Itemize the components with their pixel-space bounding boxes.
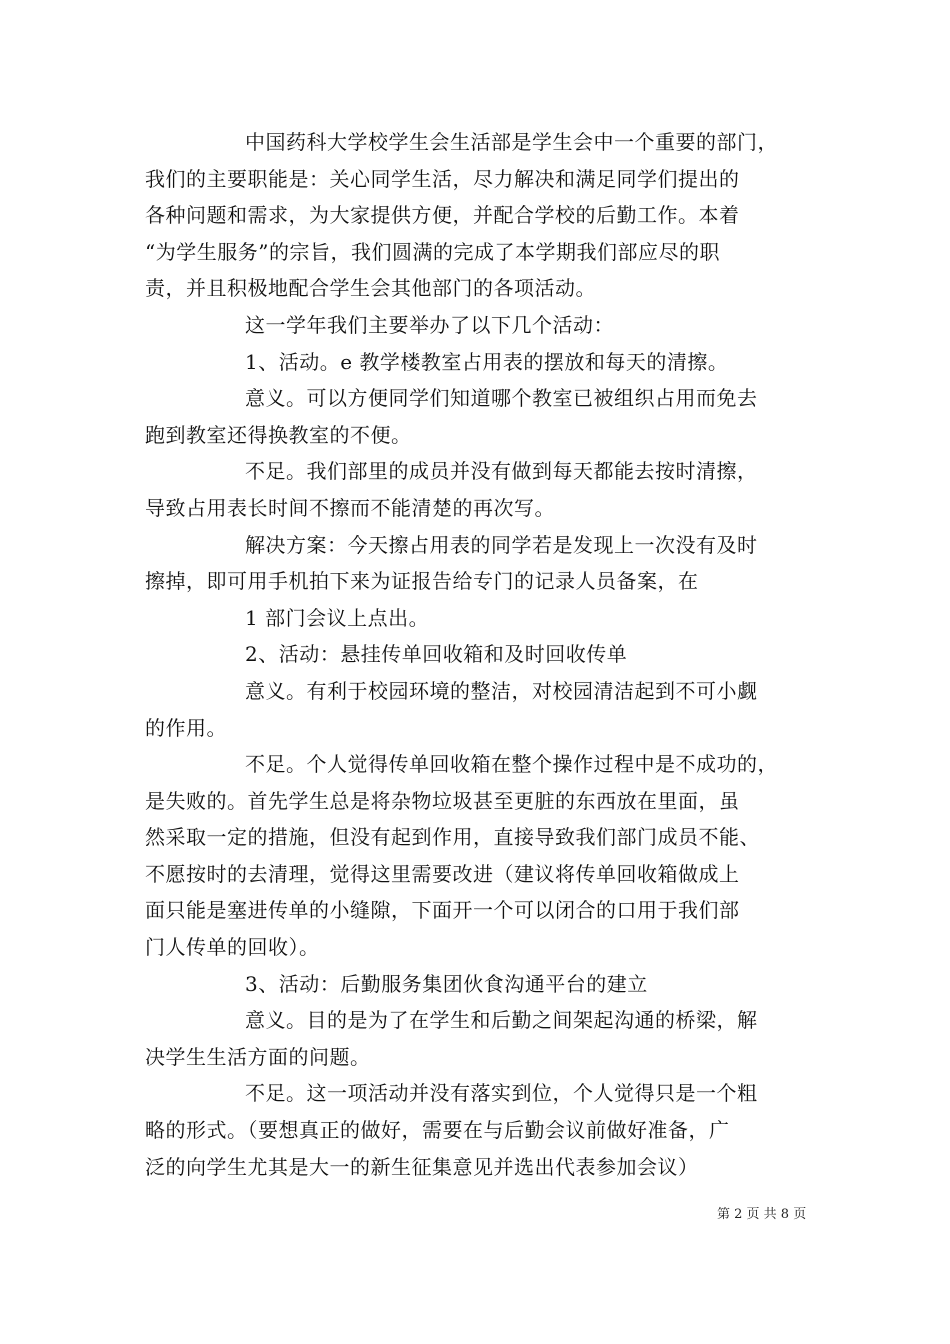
text-line: 决学生生活方面的问题。 [145, 1044, 371, 1069]
text-line: 的作用。 [145, 715, 227, 740]
page-number: 第 2 页 共 8 页 [717, 1207, 807, 1222]
text-line: 不愿按时的去清理，觉得这里需要改进（建议将传单回收箱做成上 [145, 861, 740, 886]
text-line: 导致占用表长时间不擦而不能清楚的再次写。 [145, 495, 555, 520]
text-line: 责，并且积极地配合学生会其他部门的各项活动。 [145, 276, 596, 301]
text-line: 2、活动：悬挂传单回收箱和及时回收传单 [245, 642, 628, 667]
text-line: 跑到教室还得换教室的不便。 [145, 422, 412, 447]
text-line: 1 部门会议上点出。 [245, 605, 430, 630]
text-line: 3、活动：后勤服务集团伙食沟通平台的建立 [245, 971, 648, 996]
text-line: 是失败的。首先学生总是将杂物垃圾甚至更脏的东西放在里面，虽 [145, 788, 740, 813]
text-line: 面只能是塞进传单的小缝隙，下面开一个可以闭合的口用于我们部 [145, 898, 740, 923]
text-line: 1、活动。e 教学楼教室占用表的摆放和每天的清擦。 [245, 349, 729, 374]
text-line: 中国药科大学校学生会生活部是学生会中一个重要的部门， [245, 130, 778, 154]
text-line: 各种问题和需求，为大家提供方便，并配合学校的后勤工作。本着 [145, 203, 740, 228]
text-line: 意义。可以方便同学们知道哪个教室已被组织占用而免去 [245, 386, 758, 411]
text-line: 不足。我们部里的成员并没有做到每天都能去按时清擦， [245, 459, 758, 484]
text-line: 擦掉，即可用手机拍下来为证报告给专门的记录人员备案，在 [145, 569, 699, 594]
document-body [145, 124, 825, 1185]
text-line: 略的形式。（要想真正的做好，需要在与后勤会议前做好准备，广 [145, 1118, 730, 1143]
text-line: 门人传单的回收）。 [145, 935, 320, 960]
text-line: “为学生服务”的宗旨，我们圆满的完成了本学期我们部应尽的职 [145, 239, 720, 264]
text-line: 泛的向学生尤其是大一的新生征集意见并选出代表参加会议） [145, 1154, 699, 1179]
text-line: 我们的主要职能是：关心同学生活，尽力解决和满足同学们提出的 [145, 166, 740, 191]
text-line: 解决方案：今天擦占用表的同学若是发现上一次没有及时 [245, 532, 758, 557]
text-line: 不足。个人觉得传单回收箱在整个操作过程中是不成功的， [245, 752, 778, 777]
text-line: 然采取一定的措施，但没有起到作用，直接导致我们部门成员不能、 [145, 825, 760, 850]
text-line: 这一学年我们主要举办了以下几个活动： [245, 312, 614, 337]
text-line: 意义。目的是为了在学生和后勤之间架起沟通的桥梁，解 [245, 1008, 758, 1033]
text-line: 意义。有利于校园环境的整洁，对校园清洁起到不可小觑 [245, 678, 758, 703]
text-line: 不足。这一项活动并没有落实到位，个人觉得只是一个粗 [245, 1081, 758, 1106]
